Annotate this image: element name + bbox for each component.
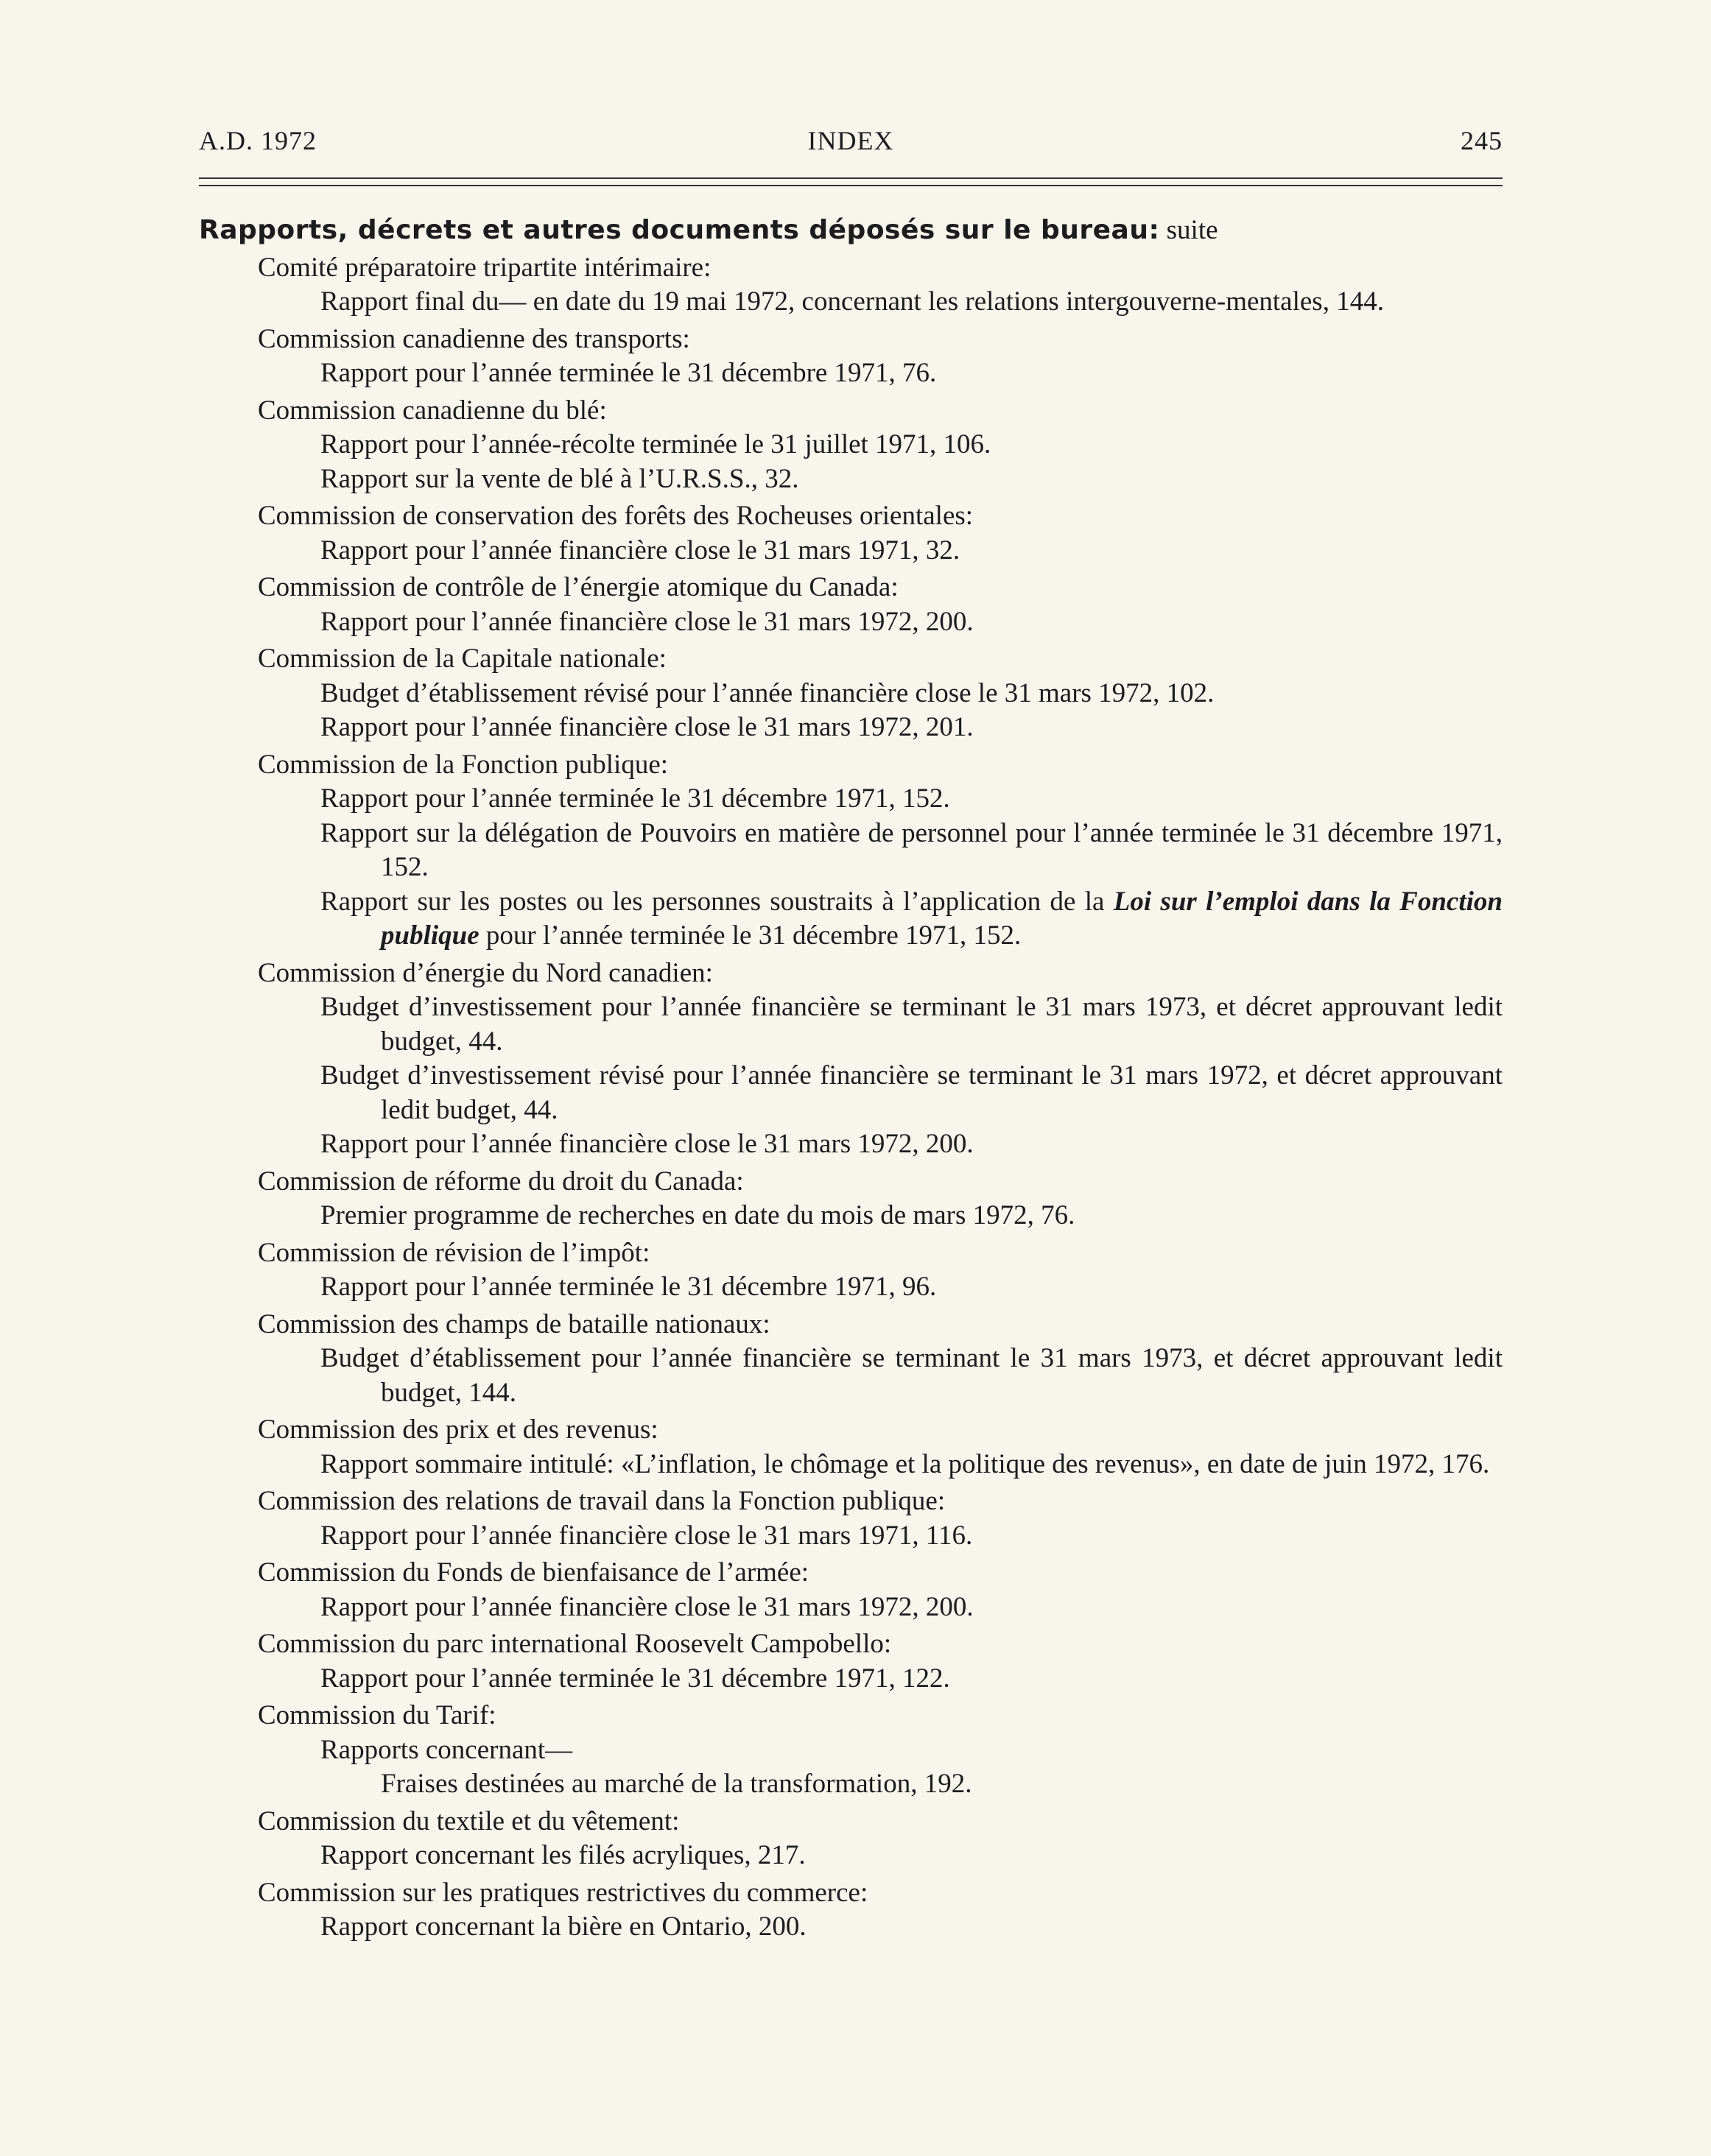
entry-item: Rapport pour l’année financière close le 31 mars 1972, 201. [320,712,974,742]
index-entry [199,1484,1503,1553]
entry-heading: Commission de la Fonction publique: [258,749,669,780]
entry-item-text: pour l’année terminée le 31 décembre 1971, 152. [479,920,1022,951]
header-year: A.D. 1972 [199,126,317,155]
entry-heading: Comité préparatoire tripartite intérimaire: [258,252,712,283]
act-title: Loi sur l’emploi dans la Fonction publique [381,886,1503,951]
index-entry [199,1627,1503,1696]
index-entry [199,571,1503,639]
entry-item: Rapport pour l’année terminée le 31 décembre 1971, 122. [320,1663,950,1694]
entry-item: Budget d’investissement révisé pour l’année financière se terminant le 31 mars 1972, et décret approuvant ledit budget, 44. [320,1060,1503,1125]
entry-item: Rapport pour l’année financière close le 31 mars 1972, 200. [320,606,974,637]
entry-item: Rapport pour l’année-récolte terminée le 31 juillet 1971, 106. [320,429,991,459]
entry-heading: Commission canadienne du blé: [258,395,607,426]
index-entry [199,1556,1503,1624]
entry-item: Budget d’établissement pour l’année financière se terminant le 31 mars 1973, et décret approuvant ledit budget, 144. [320,1343,1503,1408]
entry-heading: Commission de réforme du droit du Canada: [258,1166,744,1197]
entry-item: Rapport sur la délégation de Pouvoirs en matière de personnel pour l’année terminée le 31 décembre 1971, 152. [320,817,1503,882]
entry-heading: Commission du Tarif: [258,1700,496,1730]
index-entry [199,394,1503,497]
index-entry [199,1805,1503,1873]
entry-item: Rapport sommaire intitulé: «L’inflation, le chômage et la politique des revenus», en date de juin 1972, 176. [320,1448,1490,1479]
entry-item: Budget d’établissement révisé pour l’année financière close le 31 mars 1972, 102. [320,677,1215,708]
entry-heading: Commission de la Capitale nationale: [258,644,667,674]
section-title-bold: Rapports, décrets et autres documents déposés sur le bureau: [199,215,1160,245]
entry-heading: Commission des prix et des revenus: [258,1415,658,1445]
header-page-number: 245 [1461,126,1503,155]
index-entries [199,251,1503,1945]
index-entry [199,1699,1503,1802]
entry-item: Rapport pour l’année financière close le 31 mars 1972, 200. [320,1591,974,1622]
header-rule-top [199,177,1503,179]
index-entry [199,499,1503,568]
entry-item: Rapport pour l’année terminée le 31 décembre 1971, 76. [320,358,937,388]
index-entry [199,1876,1503,1945]
entry-item: Rapport final du— en date du 19 mai 1972, concernant les relations intergouverne-mentales, 144. [320,286,1384,317]
index-entry [199,748,1503,954]
entry-subitem: Fraises destinées au marché de la transformation, 192. [381,1769,972,1799]
entry-item: Rapport pour l’année terminée le 31 décembre 1971, 96. [320,1272,937,1302]
header-title: INDEX [807,126,894,155]
section-title [199,214,1503,248]
index-entry [199,1236,1503,1305]
page-header [199,125,1503,162]
index-entry [199,642,1503,745]
index-entry [199,957,1503,1162]
index-entry [199,323,1503,391]
entry-heading: Commission de conservation des forêts des Rocheuses orientales: [258,501,974,531]
entry-item: Rapport pour l’année financière close le 31 mars 1972, 200. [320,1129,974,1159]
entry-heading: Commission de révision de l’impôt: [258,1237,650,1268]
entry-heading: Commission des champs de bataille nationaux: [258,1308,770,1339]
entry-item: Premier programme de recherches en date du mois de mars 1972, 76. [320,1200,1075,1230]
entry-item: Rapports concernant— [320,1734,573,1765]
entry-heading: Commission de contrôle de l’énergie atomique du Canada: [258,572,899,602]
entry-item: Rapport pour l’année financière close le 31 mars 1971, 32. [320,535,960,566]
entry-item: Rapport pour l’année terminée le 31 décembre 1971, 152. [320,783,950,814]
entry-item: Rapport concernant la bière en Ontario, 200. [320,1912,807,1942]
entry-item [320,885,1503,954]
index-entry [199,1413,1503,1482]
entry-item: Budget d’investissement pour l’année financière se terminant le 31 mars 1973, et décret approuvant ledit budget, 44. [320,992,1503,1057]
entry-heading: Commission du textile et du vêtement: [258,1806,680,1836]
entry-item: Rapport concernant les filés acryliques, 217. [320,1840,806,1870]
section-title-suffix: suite [1159,215,1218,245]
index-entry [199,1165,1503,1233]
entry-heading: Commission des relations de travail dans la Fonction publique: [258,1486,946,1516]
entry-item: Rapport pour l’année financière close le 31 mars 1971, 116. [320,1520,973,1551]
index-entry [199,1308,1503,1411]
index-content [199,214,1503,1945]
entry-heading: Commission canadienne des transports: [258,323,690,354]
entry-heading: Commission sur les pratiques restrictives du commerce: [258,1877,868,1908]
index-entry [199,251,1503,320]
entry-heading: Commission du Fonds de bienfaisance de l’armée: [258,1557,809,1588]
header-rule-bottom [199,185,1503,186]
entry-item-text: Rapport sur les postes ou les personnes soustraits à l’application de la [320,886,1114,917]
entry-item: Rapport sur la vente de blé à l’U.R.S.S., 32. [320,463,799,494]
entry-heading: Commission du parc international Roosevelt Campobello: [258,1629,892,1659]
entry-heading: Commission d’énergie du Nord canadien: [258,957,713,988]
